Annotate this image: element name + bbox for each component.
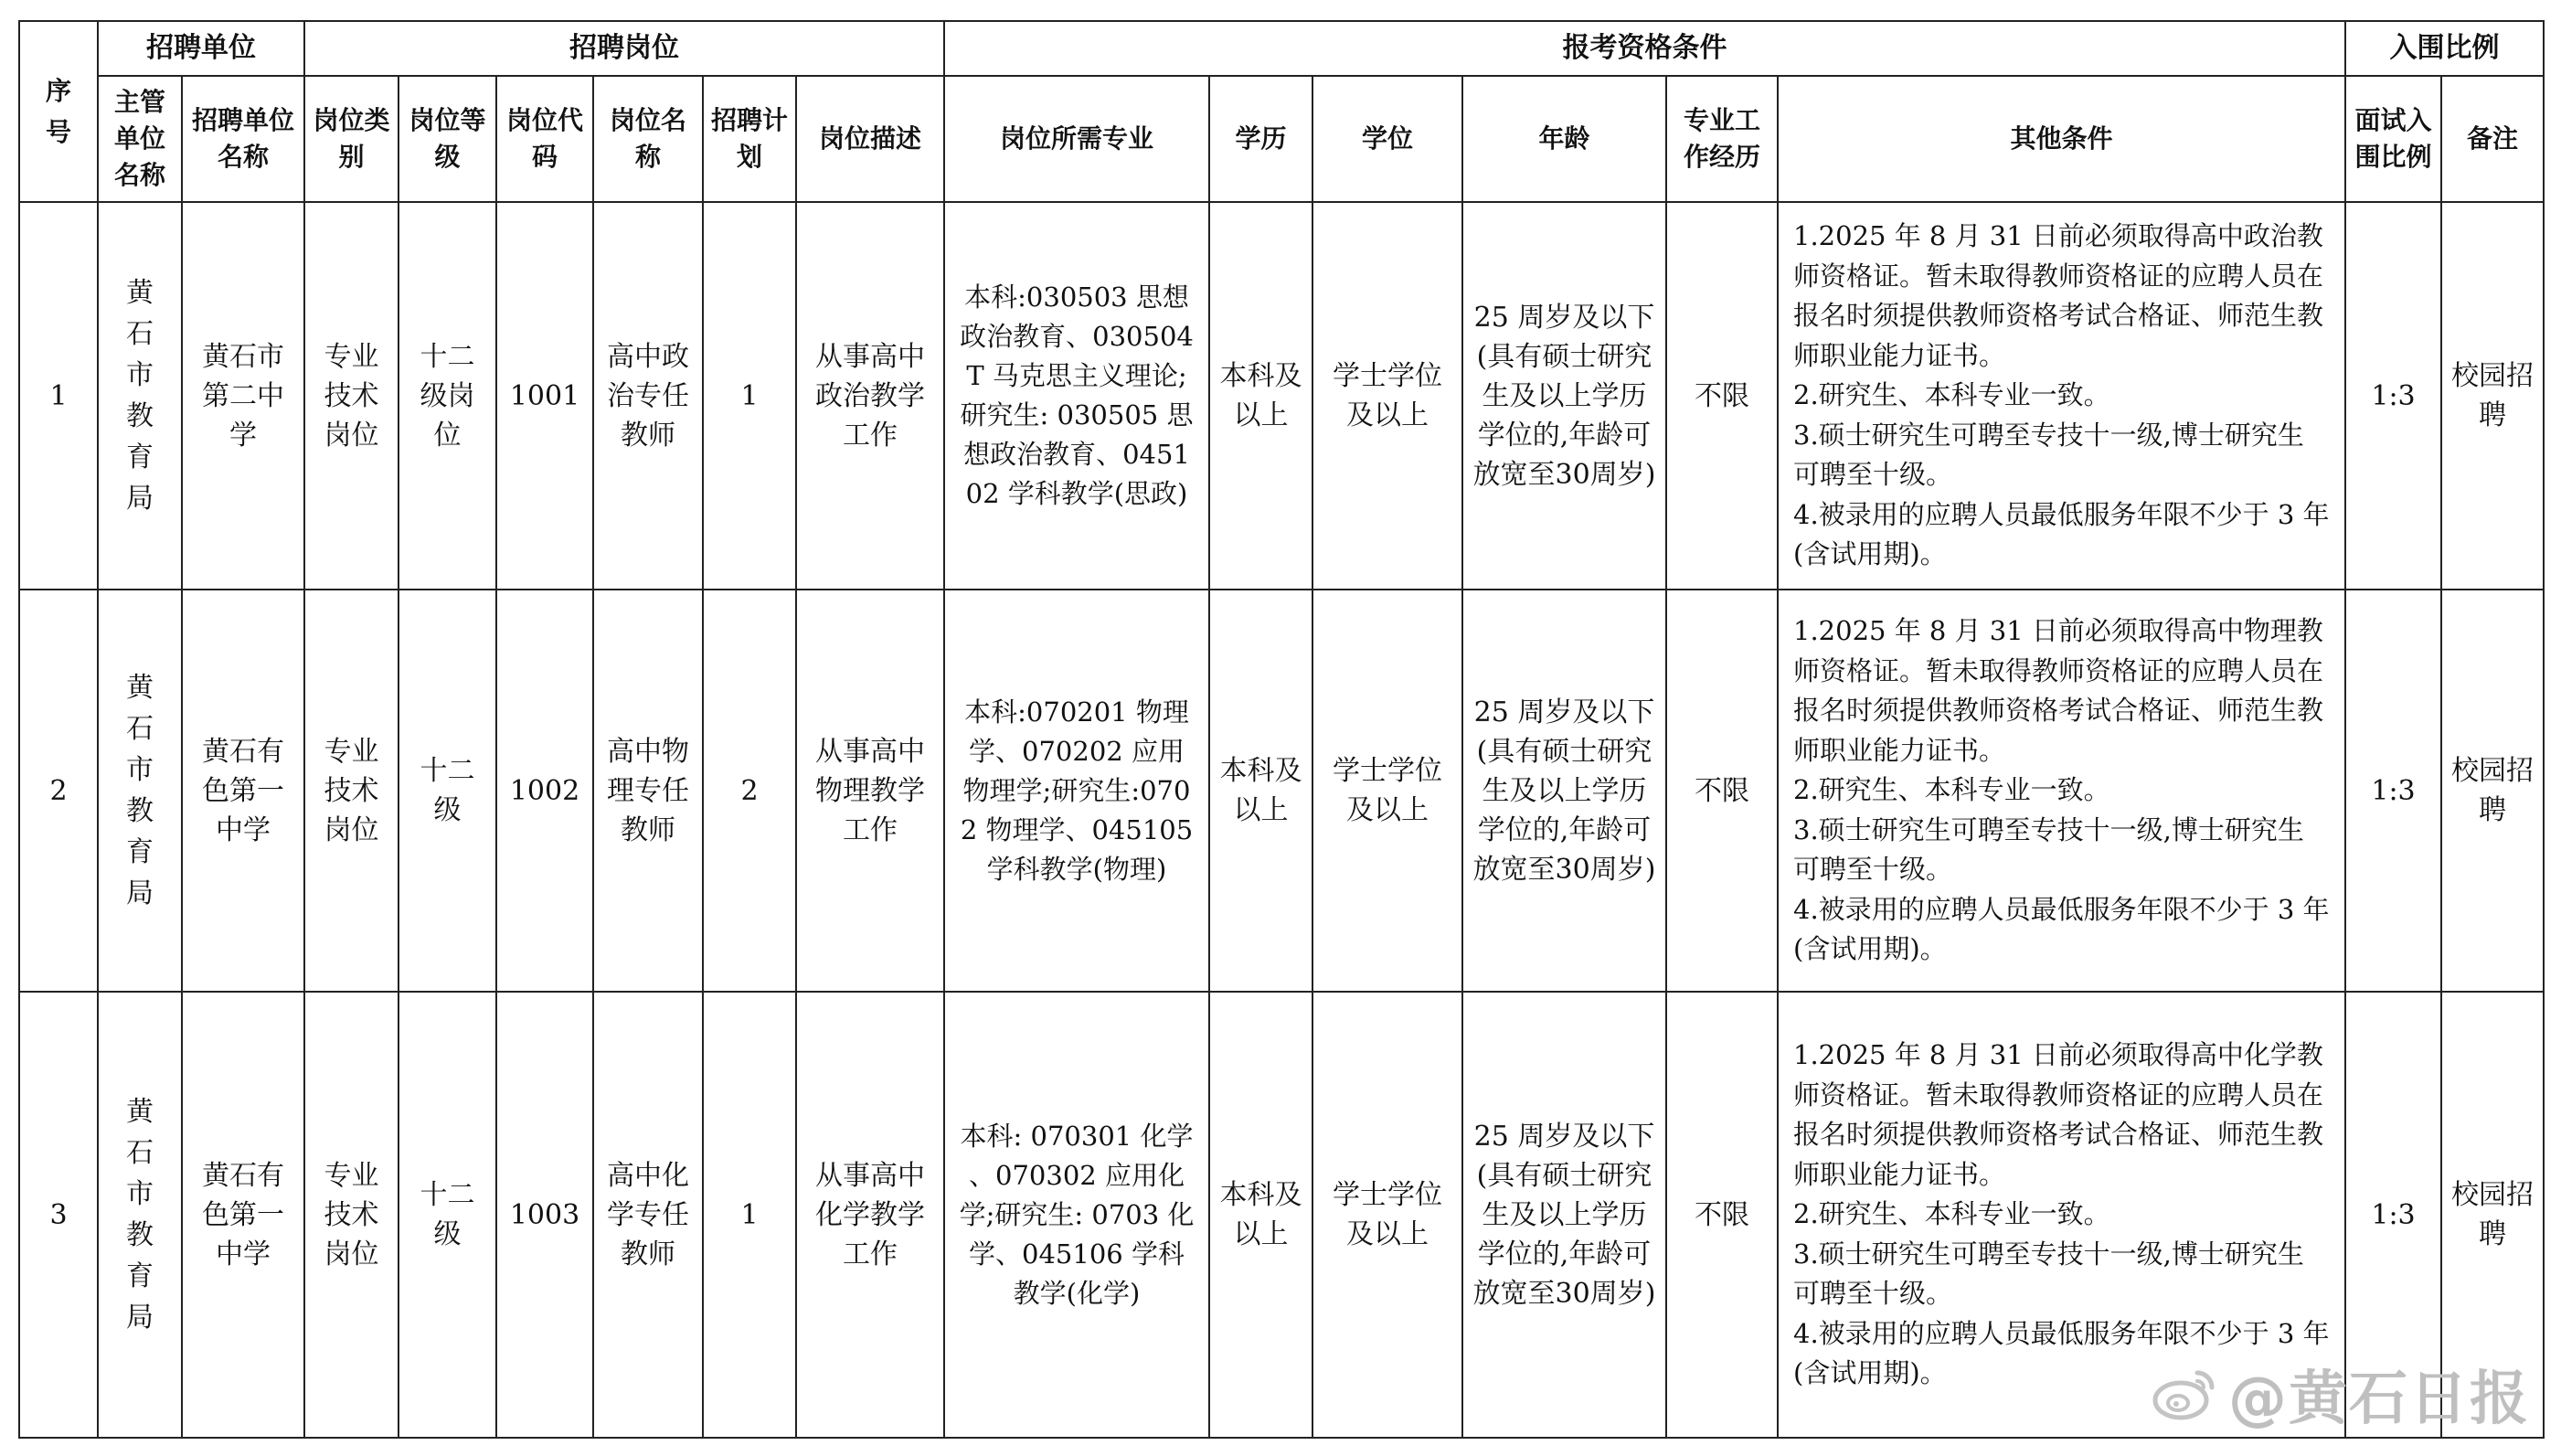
- cell-ratio: 1:3: [2345, 202, 2441, 590]
- cell-post-type: 专业技术岗位: [304, 992, 398, 1438]
- header-group-qualification: 报考资格条件: [944, 21, 2345, 76]
- cell-seq: 2: [19, 590, 98, 992]
- header-unit: 招聘单位名称: [182, 76, 304, 202]
- cell-age: 25 周岁及以下(具有硕士研究生及以上学历学位的,年龄可放宽至30周岁): [1462, 590, 1666, 992]
- cell-exp: 不限: [1666, 992, 1778, 1438]
- cell-seq: 1: [19, 202, 98, 590]
- header-note: 备注: [2441, 76, 2544, 202]
- other-condition-item: 4.被录用的应聘人员最低服务年限不少于 3 年(含试用期)。: [1793, 1317, 2330, 1389]
- other-condition-item: 2.研究生、本科专业一致。: [1793, 379, 2110, 411]
- cell-exp: 不限: [1666, 590, 1778, 992]
- header-group-post: 招聘岗位: [304, 21, 944, 76]
- cell-edu: 本科及以上: [1209, 992, 1312, 1438]
- header-ratio: 面试入围比例: [2345, 76, 2441, 202]
- header-major: 岗位所需专业: [944, 76, 1209, 202]
- header-degree: 学位: [1312, 76, 1462, 202]
- header-desc: 岗位描述: [796, 76, 944, 202]
- header-group-ratio: 入围比例: [2345, 21, 2544, 76]
- header-other: 其他条件: [1778, 76, 2345, 202]
- other-condition-item: 3.硕士研究生可聘至专技十一级,博士研究生可聘至十级。: [1793, 813, 2304, 886]
- cell-ratio: 1:3: [2345, 590, 2441, 992]
- other-condition-item: 1.2025 年 8 月 31 日前必须取得高中物理教师资格证。暂未取得教师资格证的应聘人员在报名时须提供教师资格考试合格证、师范生教师职业能力证书。: [1793, 615, 2324, 766]
- cell-post-type: 专业技术岗位: [304, 590, 398, 992]
- cell-post-level: 十二级: [398, 590, 496, 992]
- other-condition-item: 3.硕士研究生可聘至专技十一级,博士研究生可聘至十级。: [1793, 1238, 2304, 1310]
- cell-note: 校园招聘: [2441, 590, 2544, 992]
- cell-post-code: 1003: [496, 992, 593, 1438]
- cell-post-level: 十二级岗位: [398, 202, 496, 590]
- cell-plan: 2: [703, 590, 796, 992]
- other-condition-item: 4.被录用的应聘人员最低服务年限不少于 3 年(含试用期)。: [1793, 498, 2330, 570]
- cell-unit: 黄石有色第一中学: [182, 590, 304, 992]
- header-age: 年龄: [1462, 76, 1666, 202]
- watermark: [2152, 1352, 2530, 1436]
- cell-degree: 学士学位及以上: [1312, 202, 1462, 590]
- header-post-name: 岗位名称: [593, 76, 703, 202]
- cell-post-code: 1001: [496, 202, 593, 590]
- cell-unit: 黄石有色第一中学: [182, 992, 304, 1438]
- cell-age: 25 周岁及以下(具有硕士研究生及以上学历学位的,年龄可放宽至30周岁): [1462, 202, 1666, 590]
- cell-plan: 1: [703, 202, 796, 590]
- other-condition-item: 4.被录用的应聘人员最低服务年限不少于 3 年(含试用期)。: [1793, 893, 2330, 965]
- cell-plan: 1: [703, 992, 796, 1438]
- cell-post-name: 高中物理专任教师: [593, 590, 703, 992]
- other-condition-item: 1.2025 年 8 月 31 日前必须取得高中政治教师资格证。暂未取得教师资格证的应聘人员在报名时须提供教师资格考试合格证、师范生教师职业能力证书。: [1793, 220, 2324, 371]
- cell-degree: 学士学位及以上: [1312, 590, 1462, 992]
- cell-note: 校园招聘: [2441, 992, 2544, 1438]
- other-condition-item: 2.研究生、本科专业一致。: [1793, 1198, 2110, 1230]
- header-edu: 学历: [1209, 76, 1312, 202]
- cell-dept: 黄石市教育局: [98, 202, 182, 590]
- cell-edu: 本科及以上: [1209, 202, 1312, 590]
- cell-edu: 本科及以上: [1209, 590, 1312, 992]
- cell-ratio: 1:3: [2345, 992, 2441, 1438]
- cell-dept: 黄石市教育局: [98, 590, 182, 992]
- header-post-code: 岗位代码: [496, 76, 593, 202]
- cell-exp: 不限: [1666, 202, 1778, 590]
- cell-desc: 从事高中政治教学工作: [796, 202, 944, 590]
- table-row: [19, 202, 2544, 590]
- table-row: [19, 590, 2544, 992]
- cell-seq: 3: [19, 992, 98, 1438]
- cell-other: [1778, 590, 2345, 992]
- header-post-level: 岗位等级: [398, 76, 496, 202]
- cell-post-name: 高中政治专任教师: [593, 202, 703, 590]
- header-exp: 专业工作经历: [1666, 76, 1778, 202]
- cell-post-name: 高中化学专任教师: [593, 992, 703, 1438]
- other-condition-item: 2.研究生、本科专业一致。: [1793, 774, 2110, 806]
- watermark-text: @黄石日报: [2228, 1366, 2530, 1433]
- cell-post-type: 专业技术岗位: [304, 202, 398, 590]
- header-seq: 序号: [19, 21, 98, 202]
- cell-major: 本科: 070301 化学 、070302 应用化学;研究生: 0703 化学、045106 学科教学(化学): [944, 992, 1209, 1438]
- weibo-logo-icon: [2152, 1367, 2217, 1420]
- header-plan: 招聘计划: [703, 76, 796, 202]
- cell-age: 25 周岁及以下(具有硕士研究生及以上学历学位的,年龄可放宽至30周岁): [1462, 992, 1666, 1438]
- cell-post-code: 1002: [496, 590, 593, 992]
- cell-major: 本科:070201 物理学、070202 应用物理学;研究生:0702 物理学、045105 学科教学(物理): [944, 590, 1209, 992]
- cell-dept: 黄石市教育局: [98, 992, 182, 1438]
- cell-desc: 从事高中物理教学工作: [796, 590, 944, 992]
- cell-note: 校园招聘: [2441, 202, 2544, 590]
- header-group-unit: 招聘单位: [98, 21, 304, 76]
- header-post-type: 岗位类别: [304, 76, 398, 202]
- header-dept: 主管单位名称: [98, 76, 182, 202]
- cell-unit: 黄石市第二中学: [182, 202, 304, 590]
- cell-major: 本科:030503 思想政治教育、030504T 马克思主义理论;研究生: 030505 思想政治教育、045102 学科教学(思政): [944, 202, 1209, 590]
- other-condition-item: 1.2025 年 8 月 31 日前必须取得高中化学教师资格证。暂未取得教师资格证的应聘人员在报名时须提供教师资格考试合格证、师范生教师职业能力证书。: [1793, 1039, 2324, 1190]
- cell-desc: 从事高中化学教学工作: [796, 992, 944, 1438]
- cell-degree: 学士学位及以上: [1312, 992, 1462, 1438]
- other-condition-item: 3.硕士研究生可聘至专技十一级,博士研究生可聘至十级。: [1793, 419, 2304, 491]
- recruitment-table: [18, 20, 2545, 1439]
- cell-post-level: 十二级: [398, 992, 496, 1438]
- cell-other: [1778, 202, 2345, 590]
